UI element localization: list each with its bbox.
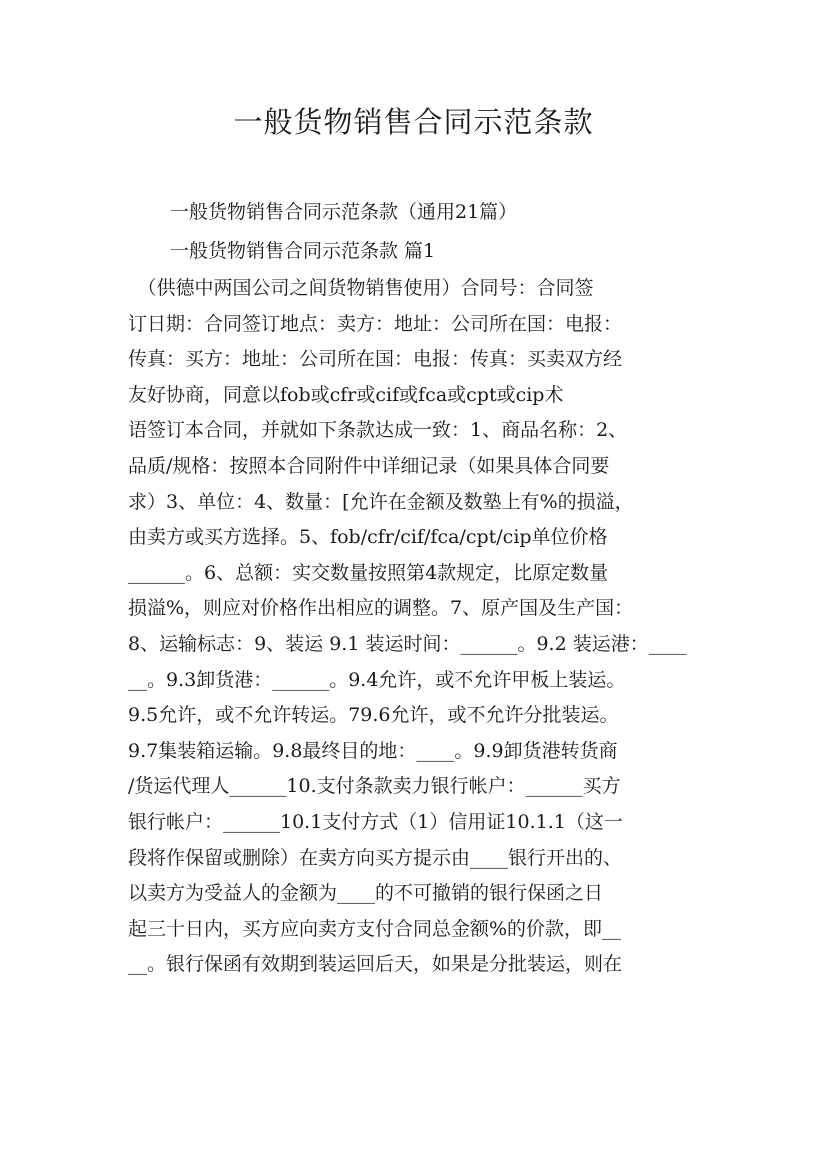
document-title: 一般货物销售合同示范条款 xyxy=(233,105,594,139)
body-line: 传真：买方：地址：公司所在国：电报：传真：买卖双方经 xyxy=(128,348,623,371)
body-line: 9.5允许，或不允许转运。79.6允许，或不允许分批装运。 xyxy=(128,704,619,727)
body-line: 由卖方或买方选择。5、fob/cfr/cif/fca/cpt/cip单位价格 xyxy=(128,526,608,549)
body-line: 求）3、单位：4、数量：[允许在金额及数塾上有%的损溢， xyxy=(128,490,634,513)
body-paragraph xyxy=(128,271,728,983)
body-line: 以卖方为受益人的金额为____的不可撤销的银行保函之日 xyxy=(128,882,604,905)
body-line: __。9.3卸货港：______。9.4允许，或不允许甲板上装运。 xyxy=(128,668,626,691)
body-line: /货运代理人______10.支付条款卖力银行帐户：______买方 xyxy=(128,775,621,798)
body-line: 订日期：合同签订地点：卖方：地址：公司所在国：电报： xyxy=(128,312,623,335)
body-line: 银行帐户：______10.1支付方式（1）信用证10.1.1（这一 xyxy=(128,810,623,833)
body-line: 起三十日内，买方应向卖方支付合同总金额%的价款，即__ xyxy=(128,917,622,940)
body-line: 品质/规格：按照本合同附件中详细记录（如果具体合同要 xyxy=(128,454,610,477)
body-line: 损溢%，则应对价格作出相应的调整。7、原产国及生产国： xyxy=(128,597,634,620)
body-line: __。银行保函有效期到装运回后天，如果是分批装运，则在 xyxy=(128,953,623,976)
body-line: ______。6、总额：实交数量按照第4款规定，比原定数量 xyxy=(128,561,609,584)
body-line: 9.7集装箱运输。9.8最终目的地：____。9.9卸货港转货商 xyxy=(128,739,618,762)
body-line: 友好协商，同意以fob或cfr或cif或fca或cpt或cip术 xyxy=(128,383,564,406)
section-heading: 一般货物销售合同示范条款 篇1 xyxy=(170,240,436,262)
body-line: 段将作保留或删除）在卖方向买方提示由____银行开出的、 xyxy=(128,846,623,869)
body-line: 语签订本合同，并就如下条款达成一致：1、商品名称：2、 xyxy=(128,419,628,442)
document-subtitle: 一般货物销售合同示范条款（通用21篇） xyxy=(170,201,518,223)
body-line: （供德中两国公司之间货物销售使用）合同号：合同签 xyxy=(128,277,594,299)
body-line: 8、运输标志：9、装运 9.1 装运时间：______。9.2 装运港：____ xyxy=(128,632,687,655)
